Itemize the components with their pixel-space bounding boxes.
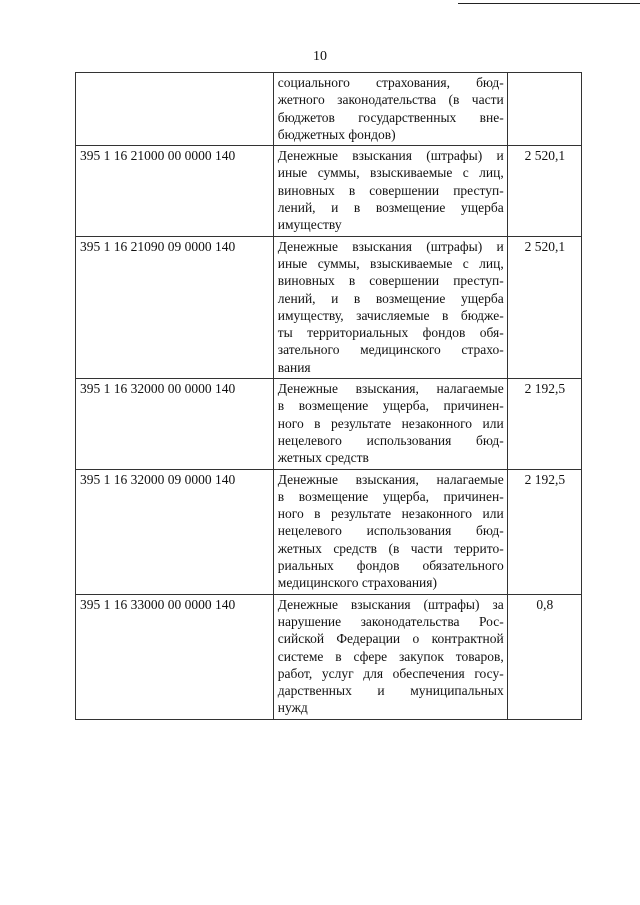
amount-cell: 0,8 [507,594,581,719]
description-cell [273,146,507,236]
description-line: Денежные взыскания, налагаемые [277,471,504,487]
code-cell: 395 1 16 32000 09 0000 140 [76,469,274,594]
description-line: зательного медицинского страхо- [277,342,504,358]
description-line: нецелевого использования бюд- [277,523,504,539]
description-line: лений, и в возмещение ущерба [277,200,504,216]
description-line: Денежные взыскания (штрафы) и [277,148,504,164]
table-row [76,236,582,378]
description-line: Денежные взыскания, налагаемые [277,381,504,397]
description-line: Денежные взыскания (штрафы) и [277,238,504,254]
description-line: иные суммы, взыскиваемые с лиц, [277,165,504,181]
amount-cell: 2 192,5 [507,379,581,469]
description-line: в возмещение ущерба, причинен- [277,398,504,414]
description-line: работ, услуг для обеспечения госу- [277,665,504,681]
table-row [76,379,582,469]
description-line: лений, и в возмещение ущерба [277,290,504,306]
description-line: бюджетов государственных вне- [277,109,504,125]
description-line: имуществу [277,217,342,233]
description-cell [273,469,507,594]
description-line: ного в результате незаконного или [277,415,504,431]
description-line: социального страхования, бюд- [277,75,504,90]
code-cell: 395 1 16 21000 00 0000 140 [76,146,274,236]
description-line: жетных средств (в части террито- [277,540,504,556]
code-cell: 395 1 16 32000 00 0000 140 [76,379,274,469]
amount-cell: 2 520,1 [507,146,581,236]
description-cell [273,236,507,378]
description-line: в возмещение ущерба, причинен- [277,488,504,504]
description-line: бюджетных фондов) [277,126,396,142]
code-cell: 395 1 16 21090 09 0000 140 [76,236,274,378]
description-line: иные суммы, взыскиваемые с лиц, [277,255,504,271]
description-line: жетного законодательства (в части [277,92,504,108]
table-row [76,146,582,236]
description-line: медицинского страхования) [277,575,437,591]
description-line: нецелевого использования бюд- [277,432,504,448]
description-line: дарственных и муниципальных [277,683,504,699]
table-row [76,73,582,146]
header-rule [458,3,640,4]
description-line: вания [277,359,311,375]
table-row [76,594,582,719]
description-cell [273,594,507,719]
description-line: виновных в совершении преступ- [277,182,504,198]
amount-cell: 2 192,5 [507,469,581,594]
code-cell [76,73,274,146]
amount-cell: 2 520,1 [507,236,581,378]
code-cell: 395 1 16 33000 00 0000 140 [76,594,274,719]
description-cell [273,379,507,469]
description-line: нарушение законодательства Рос- [277,613,504,629]
description-line: виновных в совершении преступ- [277,273,504,289]
page-number: 10 [313,49,327,64]
description-line: имуществу, зачисляемые в бюдже- [277,307,504,323]
description-line: Денежные взыскания (штрафы) за [277,596,504,612]
table-row [76,469,582,594]
description-line: ты территориальных фондов обя- [277,325,504,341]
description-line: риальных фондов обязательного [277,558,504,574]
revenue-table [75,72,582,720]
amount-cell [507,73,581,146]
description-cell [273,73,507,146]
description-line: ного в результате незаконного или [277,506,504,522]
description-line: сийской Федерации о контрактной [277,631,504,647]
description-line: нужд [277,700,308,716]
description-line: жетных средств [277,450,369,466]
description-line: системе в сфере закупок товаров, [277,648,504,664]
